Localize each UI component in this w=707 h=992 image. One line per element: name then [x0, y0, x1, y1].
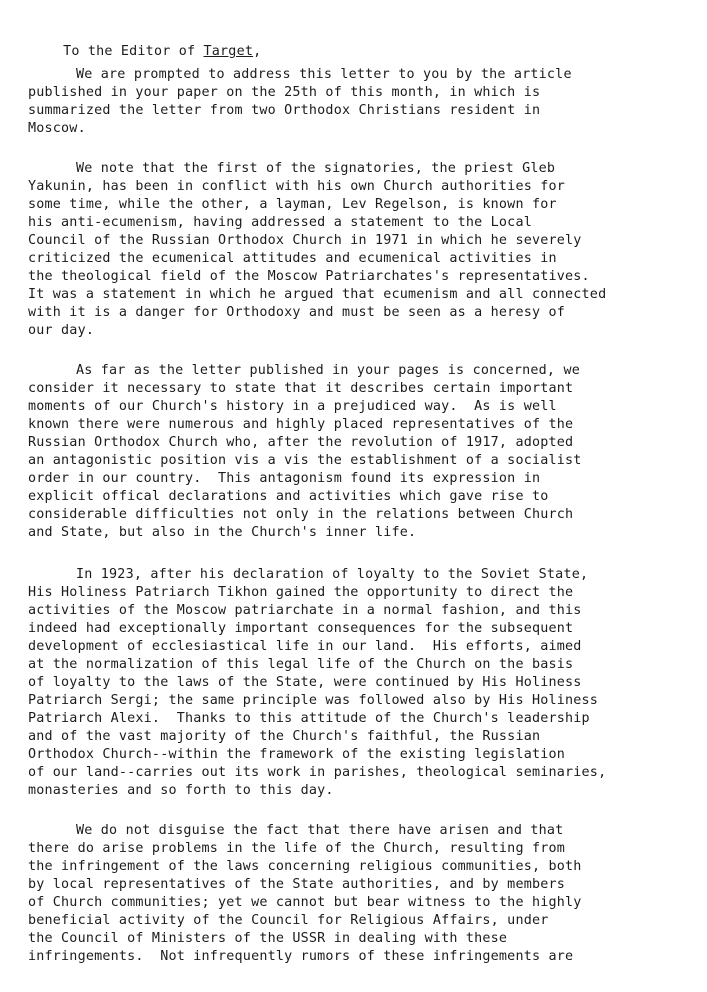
text-line: of loyalty to the laws of the State, were continued by His Holiness: [28, 675, 582, 690]
text-line: the infringement of the laws concerning religious communities, both: [28, 859, 582, 874]
text-line: beneficial activity of the Council for Religious Affairs, under: [28, 913, 549, 928]
text-line: published in your paper on the 25th of this month, in which is: [28, 85, 541, 100]
text-line: Russian Orthodox Church who, after the revolution of 1917, adopted: [28, 435, 574, 450]
text-line: criticized the ecumenical attitudes and ecumenical activities in: [28, 251, 557, 266]
text-line: Council of the Russian Orthodox Church in 1971 in which he severely: [28, 233, 582, 248]
text-line: some time, while the other, a layman, Lev Regelson, is known for: [28, 197, 557, 212]
text-line: with it is a danger for Orthodoxy and must be seen as a heresy of: [28, 305, 566, 320]
text-line: We note that the first of the signatories, the priest Gleb: [76, 161, 556, 176]
text-line: Patriarch Sergi; the same principle was followed also by His Holiness: [28, 693, 599, 708]
text-line: We do not disguise the fact that there have arisen and that: [76, 823, 564, 838]
text-line: In 1923, after his declaration of loyalty to the Soviet State,: [76, 567, 589, 582]
text-line: monasteries and so forth to this day.: [28, 783, 334, 798]
text-line: at the normalization of this legal life of the Church on the basis: [28, 657, 574, 672]
text-line: known there were numerous and highly placed representatives of the: [28, 417, 574, 432]
text-line: by local representatives of the State authorities, and by members: [28, 877, 566, 892]
text-line: infringements. Not infrequently rumors of these infringements are: [28, 949, 574, 964]
text-line: and of the vast majority of the Church's faithful, the Russian: [28, 729, 541, 744]
text-line: the Council of Ministers of the USSR in dealing with these: [28, 931, 508, 946]
text-line: summarized the letter from two Orthodox Christians resident in: [28, 103, 541, 118]
text-line: and State, but also in the Church's inner life.: [28, 525, 417, 540]
text-line: indeed had exceptionally important consequences for the subsequent: [28, 621, 574, 636]
text-line: Moscow.: [28, 121, 86, 136]
text-line: his anti-ecumenism, having addressed a statement to the Local: [28, 215, 532, 230]
text-line: of Church communities; yet we cannot but bear witness to the highly: [28, 895, 582, 910]
text-line: the theological field of the Moscow Patriarchates's representatives.: [28, 269, 590, 284]
text-line: activities of the Moscow patriarchate in a normal fashion, and this: [28, 603, 582, 618]
text-line: It was a statement in which he argued that ecumenism and all connected: [28, 287, 607, 302]
text-line: of our land--carries out its work in parishes, theological seminaries,: [28, 765, 607, 780]
salutation-suffix: ,: [253, 44, 262, 59]
salutation-prefix: To the Editor of: [63, 44, 204, 59]
text-line: there do arise problems in the life of the Church, resulting from: [28, 841, 566, 856]
text-line: considerable difficulties not only in the relations between Church: [28, 507, 574, 522]
text-line: explicit offical declarations and activities which gave rise to: [28, 489, 549, 504]
text-line: our day.: [28, 323, 95, 338]
text-line: an antagonistic position vis a vis the establishment of a socialist: [28, 453, 582, 468]
text-line: Orthodox Church--within the framework of the existing legislation: [28, 747, 566, 762]
text-line: moments of our Church's history in a prejudiced way. As is well: [28, 399, 557, 414]
publication-name: Target: [203, 44, 254, 59]
text-line: Yakunin, has been in conflict with his own Church authorities for: [28, 179, 566, 194]
text-line: order in our country. This antagonism found its expression in: [28, 471, 541, 486]
text-line: His Holiness Patriarch Tikhon gained the opportunity to direct the: [28, 585, 574, 600]
text-line: consider it necessary to state that it describes certain important: [28, 381, 574, 396]
text-line: Patriarch Alexi. Thanks to this attitude of the Church's leadership: [28, 711, 590, 726]
text-line: We are prompted to address this letter to you by the article: [76, 67, 572, 82]
text-line: development of ecclesiastical life in our land. His efforts, aimed: [28, 639, 582, 654]
text-line: As far as the letter published in your pages is concerned, we: [76, 363, 580, 378]
